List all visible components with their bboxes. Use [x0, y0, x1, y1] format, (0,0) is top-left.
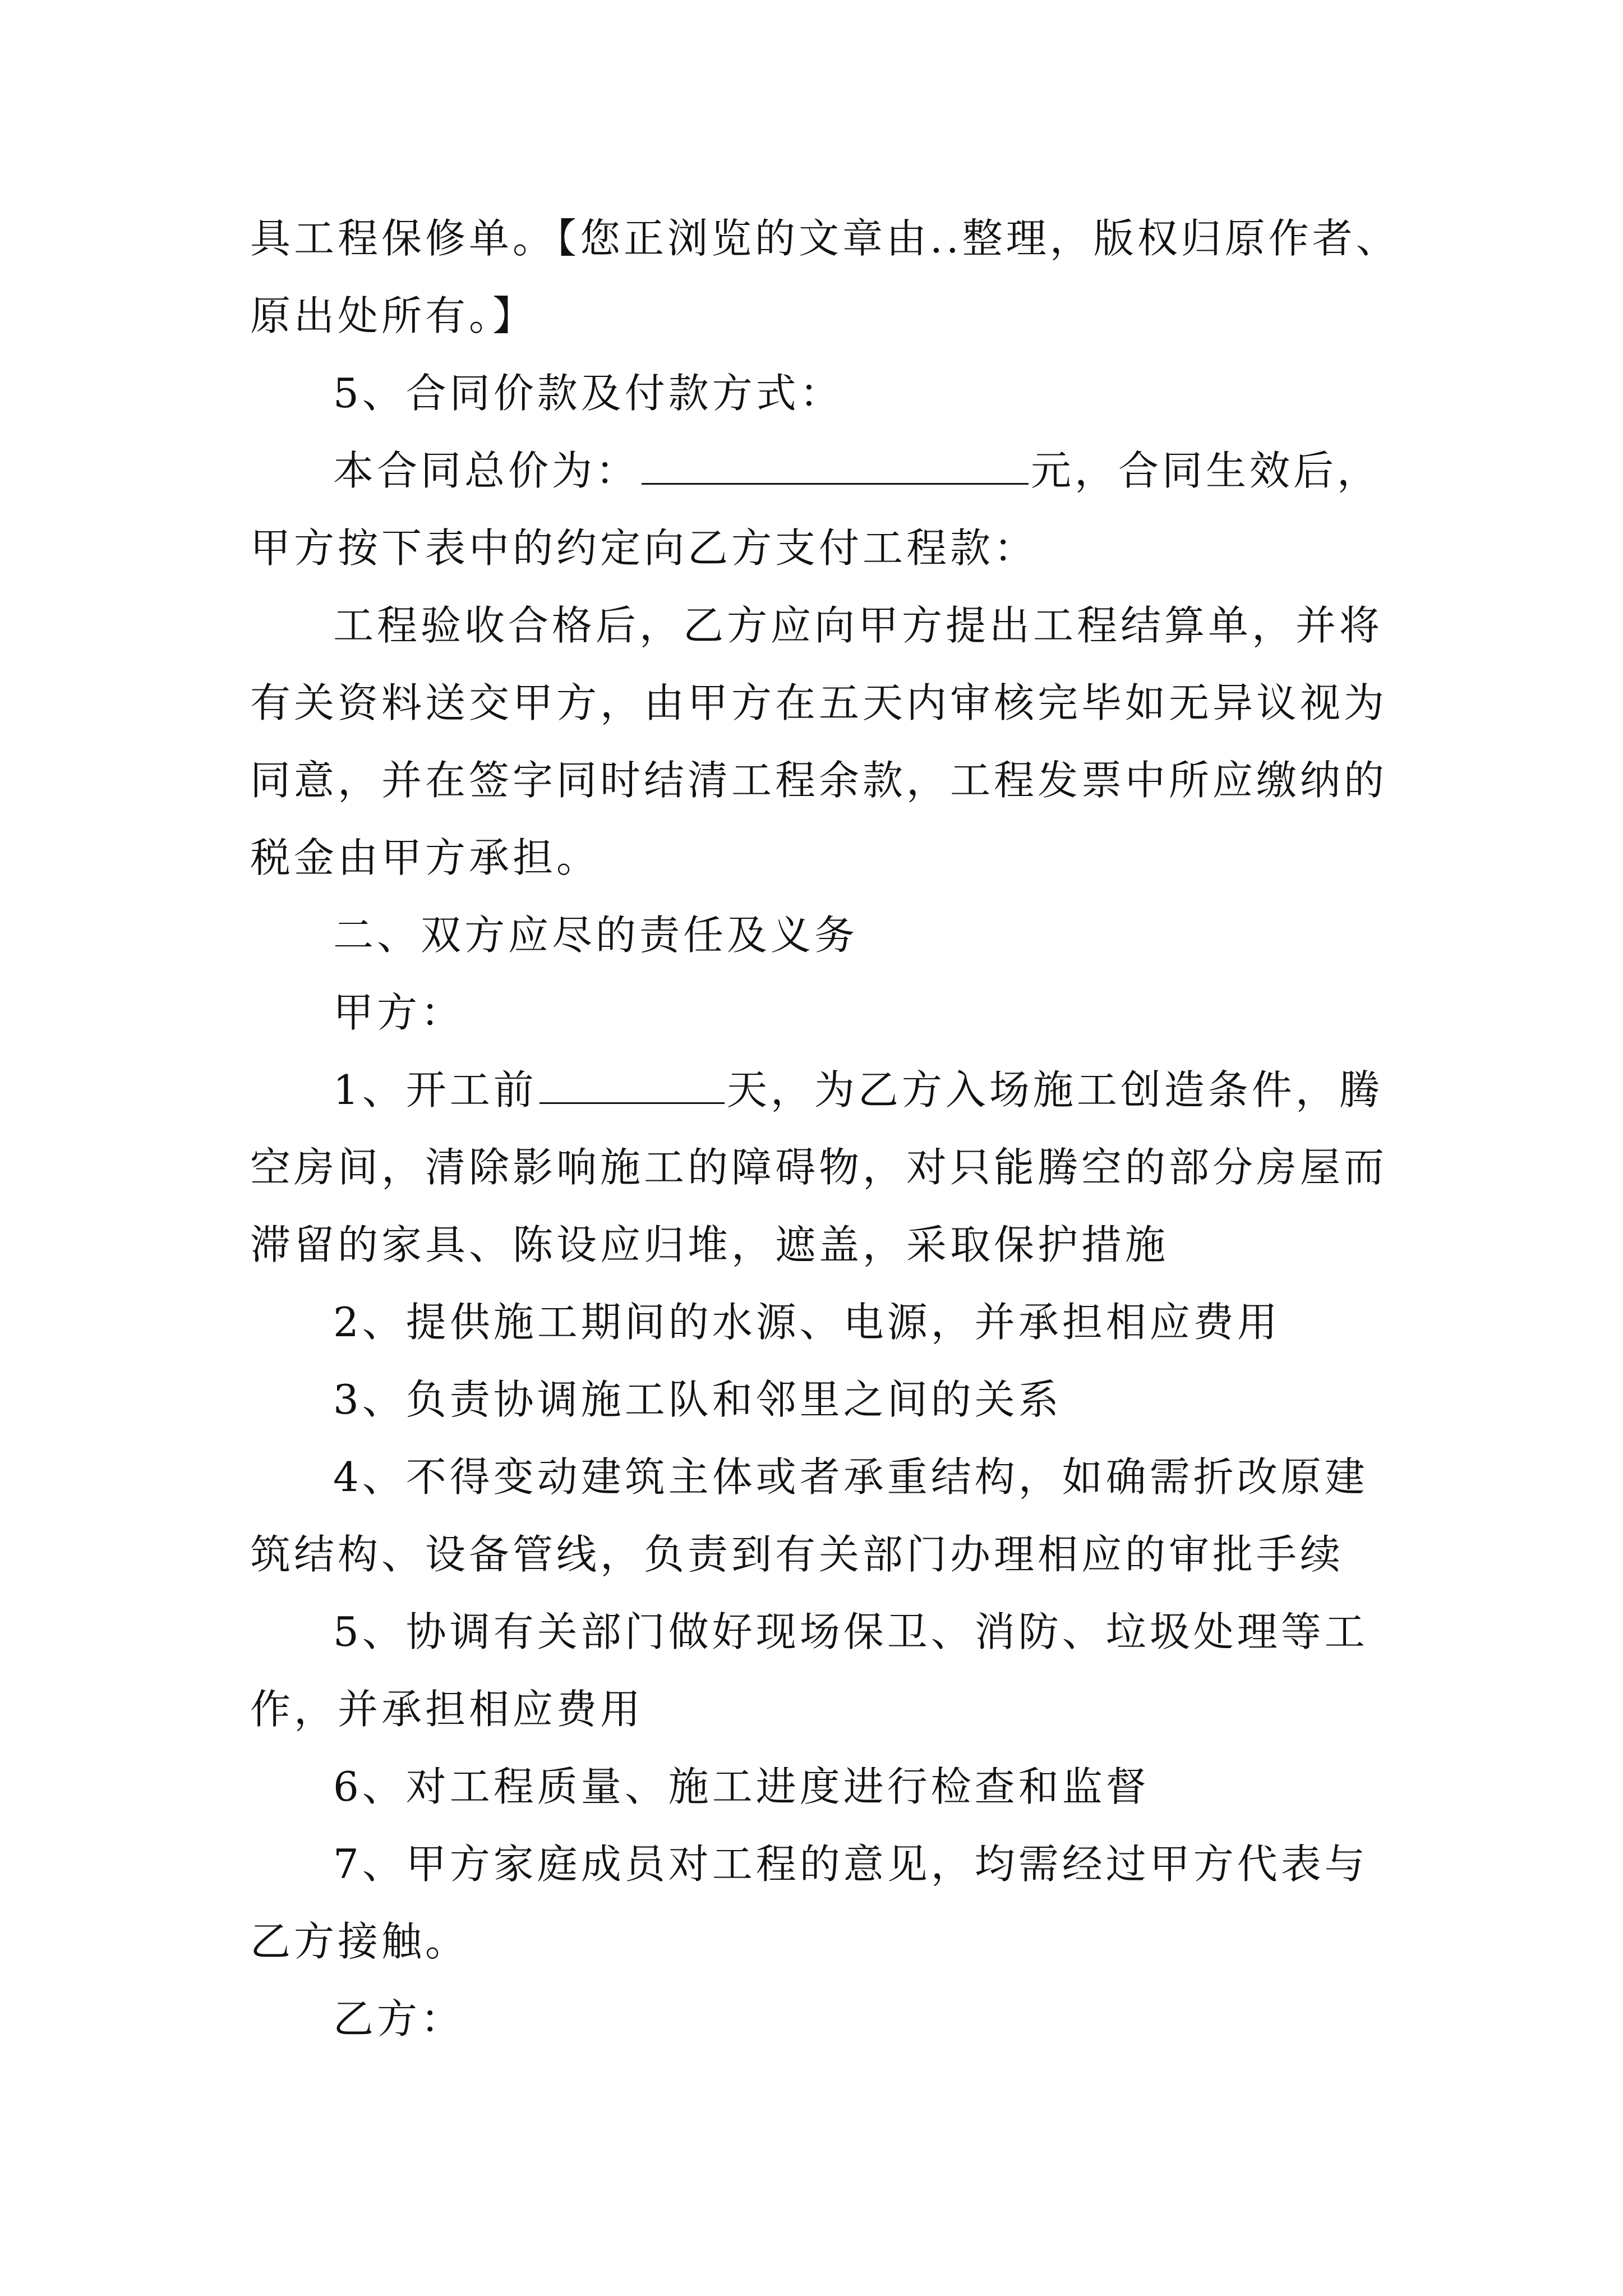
duty-item-prefix: 1、开工前 — [333, 1066, 537, 1114]
section-heading: 5、合同价款及付款方式： — [333, 370, 843, 417]
duty-item-line — [333, 1065, 1477, 1115]
paragraph-line: 作，并承担相应费用 — [250, 1686, 644, 1733]
paragraph-line: 工程验收合格后，乙方应向甲方提出工程结算单，并将 — [333, 602, 1384, 649]
duty-item: 5、协调有关部门做好现场保卫、消防、垃圾处理等工 — [333, 1608, 1368, 1655]
contract-price-line — [333, 445, 1477, 496]
paragraph-line: 原出处所有。】 — [250, 292, 537, 339]
duty-item: 3、负责协调施工队和邻里之间的关系 — [333, 1376, 1062, 1423]
section-heading: 二、双方应尽的责任及义务 — [333, 912, 859, 959]
paragraph-line: 甲方按下表中的约定向乙方支付工程款： — [250, 524, 1038, 572]
price-blank-field[interactable] — [642, 448, 1029, 485]
duty-item-text: 天，为乙方入场施工创造条件，腾 — [726, 1066, 1383, 1114]
paragraph-line: 同意，并在签字同时结清工程余款，工程发票中所应缴纳的 — [250, 757, 1388, 804]
duty-item: 6、对工程质量、施工进度进行检查和监督 — [333, 1763, 1150, 1810]
price-label: 本合同总价为： — [333, 447, 640, 494]
duty-item: 2、提供施工期间的水源、电源，并承担相应费用 — [333, 1299, 1281, 1346]
paragraph-line: 有关资料送交甲方，由甲方在五天内审核完毕如无异议视为 — [250, 679, 1388, 726]
paragraph-line: 具工程保修单。【您正浏览的文章由..整理，版权归原作者、 — [250, 215, 1400, 262]
paragraph-line: 乙方接触。 — [250, 1918, 469, 1965]
price-suffix: 元，合同生效后， — [1031, 447, 1381, 494]
party-heading: 乙方： — [333, 1995, 465, 2042]
paragraph-line: 空房间，清除影响施工的障碍物，对只能腾空的部分房屋而 — [250, 1144, 1388, 1191]
paragraph-line: 滞留的家具、陈设应归堆，遮盖，采取保护措施 — [250, 1221, 1169, 1268]
duty-item: 7、甲方家庭成员对工程的意见，均需经过甲方代表与 — [333, 1841, 1368, 1888]
party-heading: 甲方： — [333, 989, 465, 1036]
duty-item: 4、不得变动建筑主体或者承重结构，如确需折改原建 — [333, 1453, 1368, 1501]
paragraph-line: 筑结构、设备管线，负责到有关部门办理相应的审批手续 — [250, 1531, 1344, 1578]
days-blank-field[interactable] — [540, 1068, 725, 1104]
paragraph-line: 税金由甲方承担。 — [250, 834, 601, 881]
